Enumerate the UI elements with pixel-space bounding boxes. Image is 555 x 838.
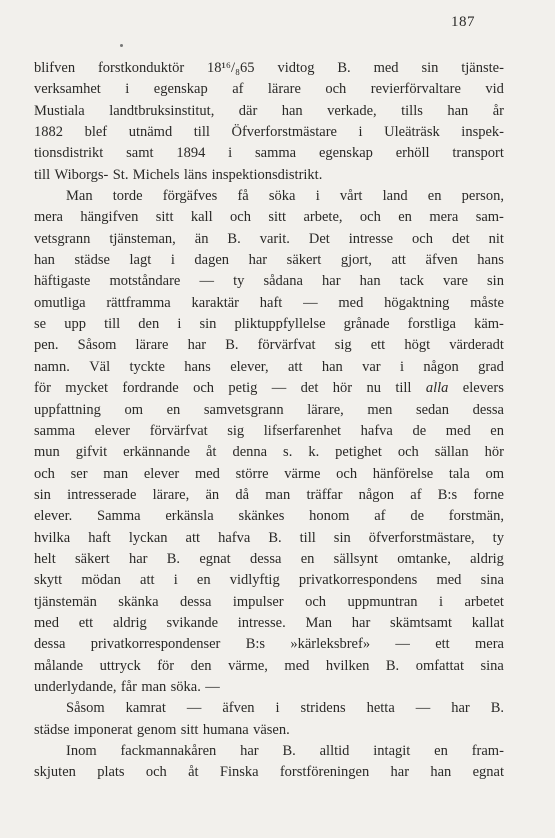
text-line: dessa privatkorrespondenser B:s »kärleksbref» — ett mera <box>34 636 504 653</box>
text-line: skjuten plats och åt Finska forstföreningen har han egnat <box>34 764 504 781</box>
text-line: mera hängifven sitt kall och sitt arbete, och en mera sam- <box>34 209 504 226</box>
text-line: tjänstemän skänka dessa impulser och uppmuntran i arbetet <box>34 593 504 610</box>
text-line: han städse lagt i dagen har säkert gjort, att äfven hans <box>34 252 504 269</box>
text-line: städse imponerat genom sitt humana väsen. <box>34 721 290 738</box>
text-line: hvilka haft lyckan att hafva B. till sin öfverforstmästare, ty <box>34 529 504 546</box>
text-line: för mycket fordrande och petig — det hör nu till alla elevers <box>34 380 504 397</box>
text-line: samma elever förvärfvat sig lifserfarenhet hafva de med en <box>34 422 504 439</box>
text-line: verksamhet i egenskap af lärare och revierförvaltare vid <box>34 81 504 98</box>
text-line: se upp till den i sin pliktuppfyllelse grånade forstliga käm- <box>34 316 504 333</box>
text-line: tionsdistrikt samt 1894 i samma egenskap erhöll transport <box>34 145 504 162</box>
text-line: vetsgrann tjänsteman, än B. varit. Det intresse och det nit <box>34 230 504 247</box>
text-line: namn. Väl tyckte hans elever, att han var i någon grad <box>34 358 504 375</box>
text-line: Mustiala landtbruksinstitut, där han verkade, tills han år <box>34 102 504 119</box>
text-line: och ser man elever med större värme och hänförelse tala om <box>34 465 504 482</box>
text-line: till Wiborgs- St. Michels läns inspektionsdistrikt. <box>34 166 323 183</box>
text-line: helt säkert har B. egnat dessa en sällsynt omtanke, aldrig <box>34 550 504 567</box>
text-line: mun gifvit erkännande åt denna s. k. petighet och sällan hör <box>34 444 504 461</box>
text-line: pen. Såsom lärare har B. förvärfvat sig ett högt värderadt <box>34 337 504 354</box>
text-line: 1882 blef utnämd till Öfverforstmästare i Uleäträsk inspek- <box>34 124 504 141</box>
ink-speck <box>120 44 123 47</box>
text-line: uppfattning om en samvetsgrann lärare, men sedan dessa <box>34 401 504 418</box>
text-line: med ett aldrig svikande intresse. Man har skämtsamt kallat <box>34 614 504 631</box>
text-line: Inom fackmannakåren har B. alltid intagit en fram- <box>66 743 504 759</box>
text-line: målande uttryck för den värme, med hvilken B. omfattat sina <box>34 657 504 674</box>
text-line: häftigaste motståndare — ty sådana har han tack vare sin <box>34 273 504 290</box>
text-line: sin intresserade lärare, än då man träffar någon af B:s forne <box>34 486 504 503</box>
text-line: underlydande, får man söka. — <box>34 678 220 695</box>
text-line: Såsom kamrat — äfven i stridens hetta — har B. <box>66 700 504 717</box>
text-line: omutliga rättframma karaktär haft — med högaktning måste <box>34 294 504 311</box>
text-line: blifven forstkonduktör 18¹⁶/₈65 vidtog B. med sin tjänste- <box>34 60 504 76</box>
text-line: skytt mödan att i en vidlyftig privatkorrespondens med sina <box>34 572 504 589</box>
text-line: Man torde förgäfves få söka i vårt land en person, <box>66 188 504 205</box>
text-line: elever. Samma erkänsla skänkes honom af de forstmän, <box>34 508 504 525</box>
body-text <box>34 58 504 784</box>
page-number: 187 <box>451 14 475 30</box>
